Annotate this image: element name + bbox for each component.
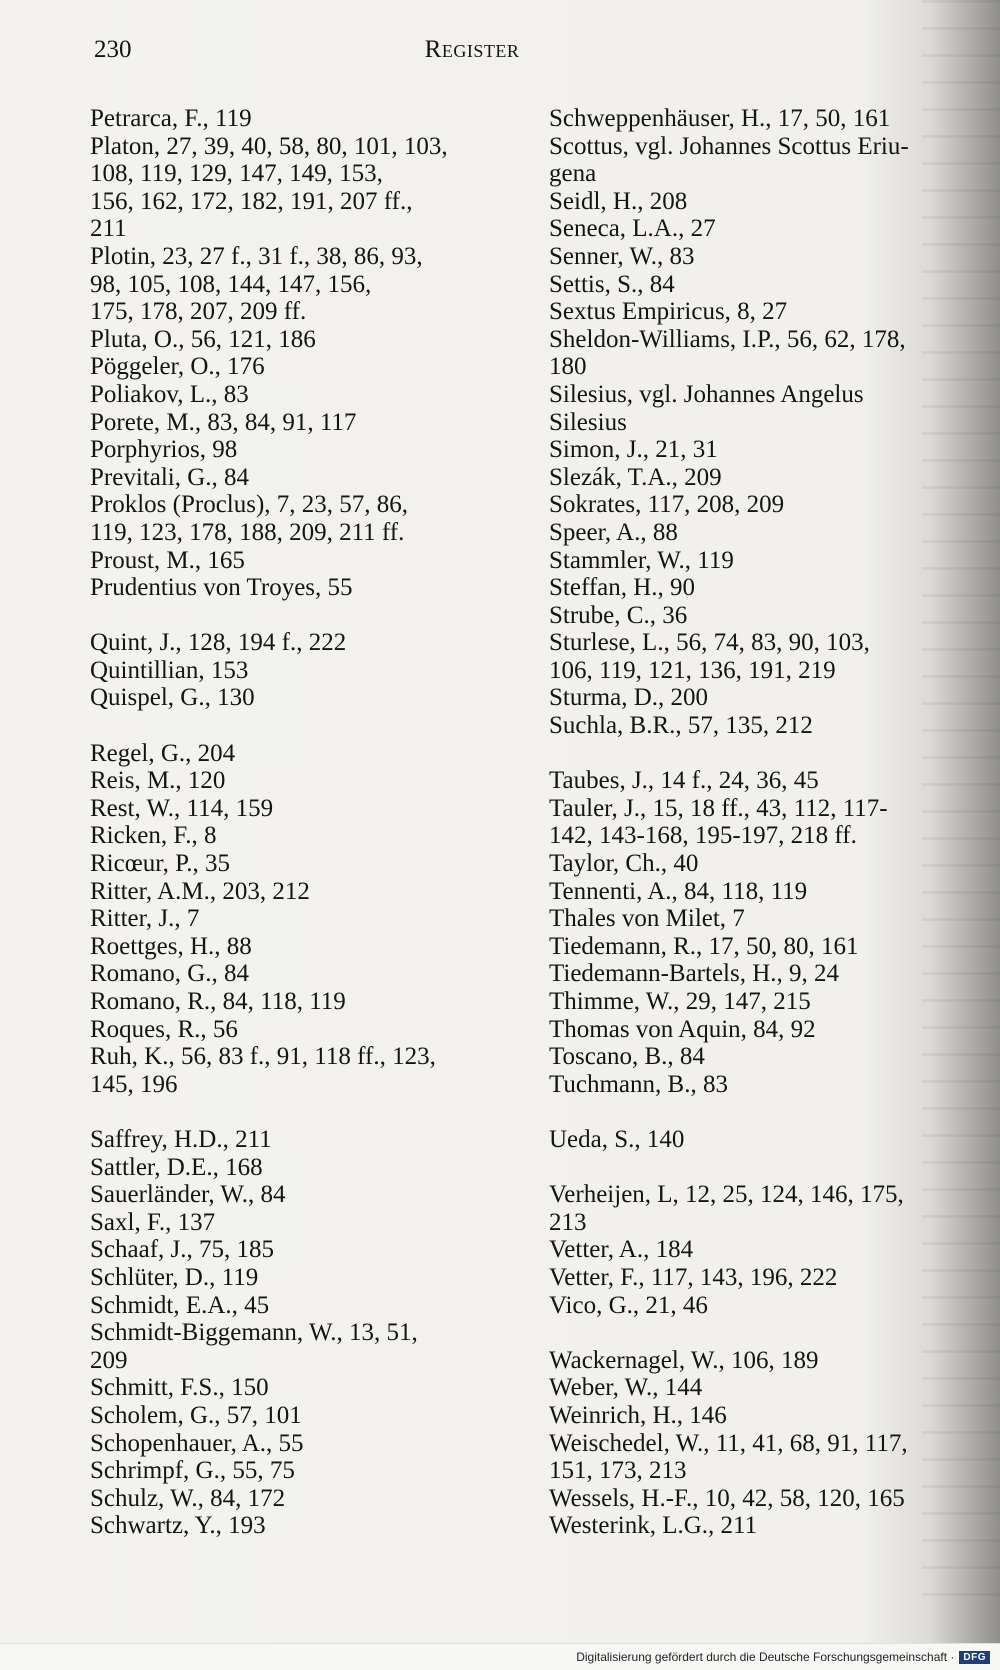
index-entry-line: Rest, W., 114, 159: [90, 794, 274, 822]
index-entry: [549, 519, 979, 547]
index-entry-line: 211: [90, 215, 127, 243]
index-entry: [90, 684, 520, 712]
index-entry-line: Prudentius von Troyes, 55: [90, 574, 353, 602]
index-entry-line: Thales von Milet, 7: [549, 905, 745, 933]
index-entry: [549, 933, 979, 961]
index-entry-line: 108, 119, 129, 147, 149, 153,: [90, 160, 383, 188]
index-entry: [90, 326, 520, 354]
index-entry-line: Ricœur, P., 35: [90, 850, 230, 878]
index-entry: [90, 1292, 520, 1320]
index-entry-line: Speer, A., 88: [549, 518, 678, 546]
index-entry: [90, 657, 520, 685]
index-entry: [549, 1043, 979, 1071]
page-number: 230: [94, 36, 132, 63]
index-entry-line: Thimme, W., 29, 147, 215: [549, 988, 811, 1015]
index-entry-line: Proust, M., 165: [90, 546, 245, 574]
index-entry-line: 180: [549, 353, 587, 381]
index-entry-line: Poliakov, L., 83: [90, 380, 249, 408]
index-entry-line: Weinrich, H., 146: [549, 1401, 727, 1429]
index-entry-line: Silesius: [549, 408, 627, 436]
index-entry: [90, 1457, 520, 1485]
index-entry: [549, 1292, 979, 1320]
index-entry: [90, 574, 520, 602]
index-entry-line: Ricken, F., 8: [90, 822, 217, 850]
index-entry-line: Sturlese, L., 56, 74, 83, 90, 103,: [549, 629, 870, 657]
index-entry-line: Tennenti, A., 84, 118, 119: [549, 877, 808, 905]
index-entry-line: Settis, S., 84: [549, 270, 675, 298]
index-entry-line: Schmidt, E.A., 45: [90, 1291, 270, 1319]
index-entry: [549, 574, 979, 602]
index-entry-line: Thomas von Aquin, 84, 92: [549, 1015, 816, 1043]
index-entry: [549, 547, 979, 575]
index-entry: [90, 464, 520, 492]
index-entry-line: 156, 162, 172, 182, 191, 207 ff.,: [90, 187, 413, 215]
index-entry-line: Schmitt, F.S., 150: [90, 1374, 269, 1402]
index-entry-line: Schaaf, J., 75, 185: [90, 1236, 274, 1264]
index-entry-line: Petrarca, F., 119: [90, 105, 252, 132]
index-entry-line: 119, 123, 178, 188, 209, 211 ff.: [90, 518, 405, 546]
index-entry: [549, 1016, 979, 1044]
index-entry: [90, 1512, 520, 1540]
letter-group-gap: [549, 1098, 979, 1126]
index-entry: [549, 243, 979, 271]
index-entry: [549, 1126, 979, 1154]
index-entry-line: 142, 143-168, 195-197, 218 ff.: [549, 822, 857, 850]
index-entry-line: Seidl, H., 208: [549, 187, 688, 215]
index-entry: [90, 353, 520, 381]
index-entry: [90, 1319, 520, 1374]
index-entry: [549, 988, 979, 1016]
index-entry-line: Quintillian, 153: [90, 656, 249, 684]
index-entry: [549, 271, 979, 299]
digitization-footer: [0, 1643, 1000, 1670]
index-entry: [549, 491, 979, 519]
letter-group-gap: [549, 1319, 979, 1347]
index-entry: [549, 684, 979, 712]
index-entry: [90, 878, 520, 906]
index-entry-line: Quint, J., 128, 194 f., 222: [90, 629, 347, 657]
index-entry-line: Schrimpf, G., 55, 75: [90, 1457, 295, 1485]
index-entry-line: Slezák, T.A., 209: [549, 463, 722, 491]
index-entry-line: Plotin, 23, 27 f., 31 f., 38, 86, 93,: [90, 242, 423, 270]
index-entry-line: Wessels, H.-F., 10, 42, 58, 120, 165: [549, 1484, 905, 1512]
index-entry-line: Ruh, K., 56, 83 f., 91, 118 ff., 123,: [90, 1043, 436, 1071]
index-entry: [90, 133, 520, 243]
index-entry-line: Roettges, H., 88: [90, 932, 252, 960]
index-entry: [90, 1374, 520, 1402]
index-entry: [549, 1236, 979, 1264]
index-entry: [549, 1402, 979, 1430]
index-entry-line: Seneca, L.A., 27: [549, 215, 716, 243]
index-entry: [549, 105, 979, 133]
index-entry-line: Saxl, F., 137: [90, 1208, 216, 1236]
page-header: [94, 36, 850, 72]
footer-credit: Digitalisierung gefördert durch die Deutsche Forschungsgemeinschaft ·: [576, 1650, 955, 1664]
index-entry: [90, 988, 520, 1016]
index-entry: [90, 1016, 520, 1044]
index-entry: [90, 105, 520, 133]
index-entry: [549, 629, 979, 684]
index-entry: [549, 1264, 979, 1292]
index-entry: [90, 1430, 520, 1458]
index-entry-line: Westerink, L.G., 211: [549, 1512, 758, 1540]
index-entry: [549, 960, 979, 988]
letter-group-gap: [549, 740, 979, 768]
index-entry: [90, 1264, 520, 1292]
index-entry-line: 98, 105, 108, 144, 147, 156,: [90, 270, 372, 298]
index-entry: [549, 215, 979, 243]
index-entry: [90, 629, 520, 657]
letter-group-gap: [549, 1154, 979, 1182]
index-entry: [549, 188, 979, 216]
index-entry: [90, 822, 520, 850]
index-entry: [90, 905, 520, 933]
index-entry: [90, 933, 520, 961]
index-entry: [90, 436, 520, 464]
index-entry: [549, 298, 979, 326]
index-entry-line: Weischedel, W., 11, 41, 68, 91, 117,: [549, 1429, 908, 1457]
index-entry-line: Pöggeler, O., 176: [90, 353, 265, 381]
index-entry-line: Taubes, J., 14 f., 24, 36, 45: [549, 767, 819, 795]
index-entry-line: Vico, G., 21, 46: [549, 1291, 708, 1319]
dfg-logo: DFG: [959, 1651, 990, 1664]
letter-group-gap: [90, 602, 520, 630]
index-entry: [90, 1402, 520, 1430]
index-entry: [549, 1430, 979, 1485]
index-entry: [90, 381, 520, 409]
index-entry: [90, 491, 520, 546]
index-entry: [549, 436, 979, 464]
index-entry: [90, 767, 520, 795]
index-entry: [90, 547, 520, 575]
index-entry-line: Steffan, H., 90: [549, 574, 696, 602]
index-entry: [549, 602, 979, 630]
index-entry: [549, 850, 979, 878]
index-entry-line: Schlüter, D., 119: [90, 1263, 259, 1291]
index-entry-line: Scottus, vgl. Johannes Scottus Eriu-: [549, 132, 909, 160]
index-entry-line: Sokrates, 117, 208, 209: [549, 491, 785, 519]
index-entry-line: Toscano, B., 84: [549, 1043, 705, 1071]
index-entry: [549, 878, 979, 906]
index-entry-line: Scholem, G., 57, 101: [90, 1401, 302, 1429]
index-entry-line: Ritter, A.M., 203, 212: [90, 877, 310, 905]
index-entry-line: Schopenhauer, A., 55: [90, 1429, 304, 1457]
index-entry-line: 213: [549, 1208, 587, 1236]
index-entry-line: Porete, M., 83, 84, 91, 117: [90, 408, 357, 436]
index-entry-line: Verheijen, L, 12, 25, 124, 146, 175,: [549, 1181, 904, 1209]
index-entry: [549, 767, 979, 795]
index-entry-line: Romano, G., 84: [90, 960, 250, 988]
index-entry: [90, 1126, 520, 1154]
index-entry-line: 106, 119, 121, 136, 191, 219: [549, 656, 836, 684]
index-entry-line: 151, 173, 213: [549, 1457, 687, 1485]
index-entry-line: Weber, W., 144: [549, 1374, 703, 1402]
index-entry-line: Porphyrios, 98: [90, 436, 238, 464]
index-entry-line: Roques, R., 56: [90, 1015, 238, 1043]
index-entry-line: Previtali, G., 84: [90, 463, 250, 491]
index-entry: [549, 464, 979, 492]
index-entry-line: gena: [549, 160, 597, 188]
index-entry-line: Ritter, J., 7: [90, 905, 200, 933]
index-entry: [549, 381, 979, 436]
index-entry: [90, 960, 520, 988]
index-entry: [90, 1181, 520, 1209]
letter-group-gap: [90, 1098, 520, 1126]
index-entry-line: Schwartz, Y., 193: [90, 1512, 266, 1540]
index-entry-line: Vetter, F., 117, 143, 196, 222: [549, 1263, 838, 1291]
index-entry: [549, 1181, 979, 1236]
index-entry: [90, 1043, 520, 1098]
index-entry-line: Pluta, O., 56, 121, 186: [90, 325, 316, 353]
index-entry-line: Vetter, A., 184: [549, 1236, 694, 1264]
index-entry-line: Sauerländer, W., 84: [90, 1181, 286, 1209]
index-entry-line: Sheldon-Williams, I.P., 56, 62, 178,: [549, 325, 906, 353]
index-entry: [549, 1485, 979, 1513]
index-entry-line: Platon, 27, 39, 40, 58, 80, 101, 103,: [90, 132, 448, 160]
index-entry-line: Schweppenhäuser, H., 17, 50, 161: [549, 105, 891, 132]
index-entry-line: Simon, J., 21, 31: [549, 436, 718, 464]
index-entry: [90, 1209, 520, 1237]
index-entry-line: Silesius, vgl. Johannes Angelus: [549, 380, 864, 408]
index-entry-line: Strube, C., 36: [549, 601, 688, 629]
index-entry-line: Tiedemann, R., 17, 50, 80, 161: [549, 932, 859, 960]
index-entry-line: Wackernagel, W., 106, 189: [549, 1346, 819, 1374]
index-entry-line: Quispel, G., 130: [90, 684, 255, 712]
index-entry-line: Suchla, B.R., 57, 135, 212: [549, 712, 813, 740]
letter-group-gap: [90, 712, 520, 740]
index-entry-line: Romano, R., 84, 118, 119: [90, 988, 346, 1015]
index-entry: [549, 1347, 979, 1375]
index-entry: [90, 1485, 520, 1513]
index-entry: [90, 243, 520, 326]
index-entry: [549, 326, 979, 381]
index-entry-line: Schmidt-Biggemann, W., 13, 51,: [90, 1319, 418, 1347]
index-entry: [90, 1154, 520, 1182]
index-entry-line: Sextus Empiricus, 8, 27: [549, 298, 788, 326]
index-entry-line: Reis, M., 120: [90, 767, 226, 795]
index-entry-line: Regel, G., 204: [90, 739, 236, 767]
index-entry-line: Proklos (Proclus), 7, 23, 57, 86,: [90, 491, 409, 519]
index-entry-line: 209: [90, 1346, 128, 1374]
index-entry: [549, 1071, 979, 1099]
index-entry-line: Senner, W., 83: [549, 242, 695, 270]
index-entry: [90, 409, 520, 437]
index-entry: [549, 133, 979, 188]
index-entry: [549, 795, 979, 850]
index-entry: [90, 850, 520, 878]
index-column-left: [90, 105, 520, 1540]
index-entry-line: 145, 196: [90, 1070, 178, 1098]
index-entry-line: Stammler, W., 119: [549, 546, 734, 574]
index-entry-line: Ueda, S., 140: [549, 1125, 685, 1153]
index-entry: [549, 905, 979, 933]
index-entry-line: Sturma, D., 200: [549, 684, 709, 712]
index-entry: [90, 1236, 520, 1264]
index-entry: [549, 1512, 979, 1540]
index-entry-line: Schulz, W., 84, 172: [90, 1484, 286, 1512]
running-head: Register: [424, 36, 520, 63]
index-entry-line: 175, 178, 207, 209 ff.: [90, 298, 307, 326]
index-entry-line: Tuchmann, B., 83: [549, 1070, 728, 1098]
index-entry: [549, 1374, 979, 1402]
index-entry-line: Tauler, J., 15, 18 ff., 43, 112, 117-: [549, 794, 888, 822]
index-entry-line: Sattler, D.E., 168: [90, 1153, 263, 1181]
index-column-right: [549, 105, 979, 1540]
index-entry-line: Saffrey, H.D., 211: [90, 1125, 272, 1153]
index-entry-line: Taylor, Ch., 40: [549, 850, 699, 878]
index-entry-line: Tiedemann-Bartels, H., 9, 24: [549, 960, 840, 988]
index-entry: [549, 712, 979, 740]
index-entry: [90, 795, 520, 823]
index-entry: [90, 740, 520, 768]
